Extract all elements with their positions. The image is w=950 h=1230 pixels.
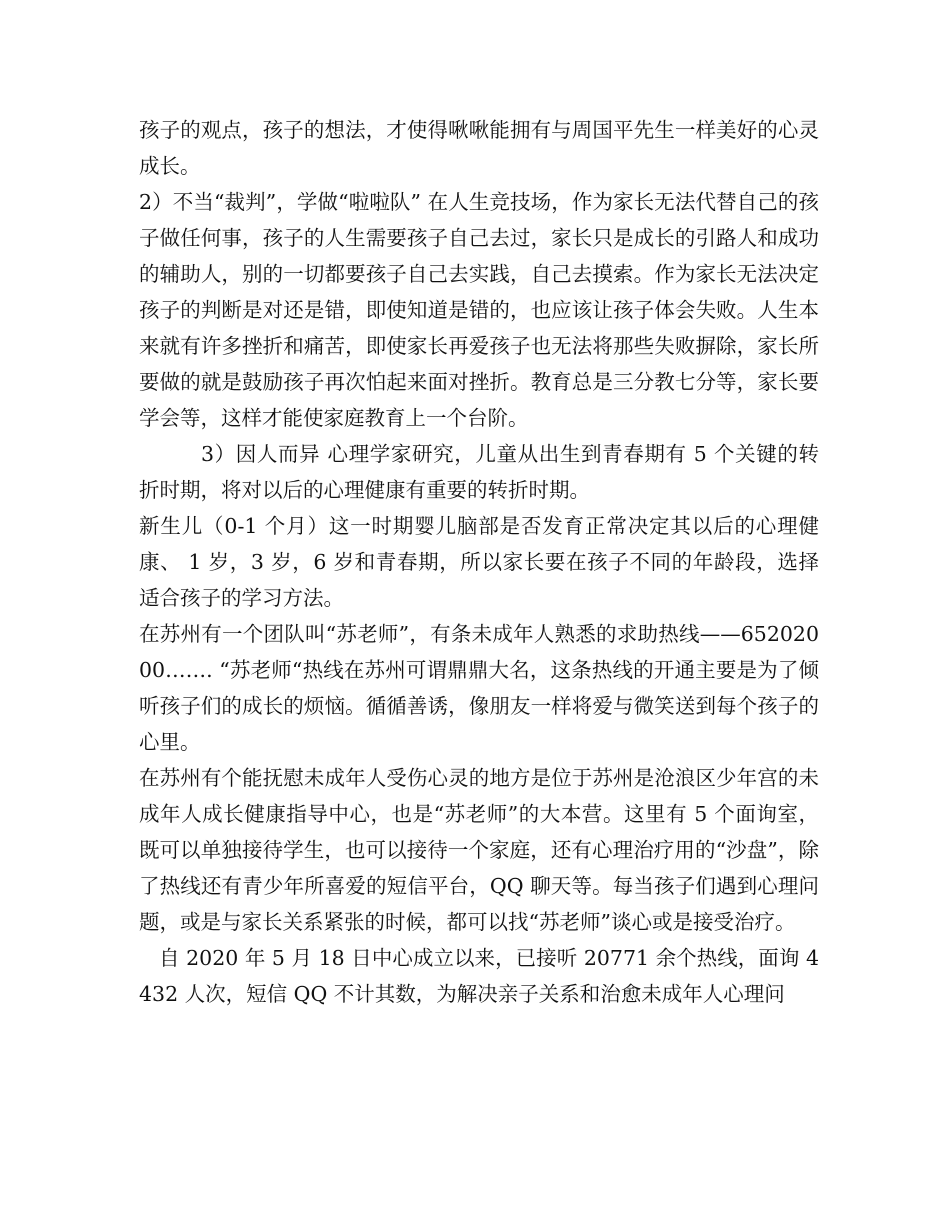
paragraph-6: 在苏州有个能抚慰未成年人受伤心灵的地方是位于苏州是沧浪区少年宫的未成年人成长健康指导中心，也是“苏老师”的大本营。这里有 5 个面询室，既可以单独接待学生，也可以接待一个家庭，还有心理治疗用的“沙盘”，除了热线还有青少年所喜爱的短信平台，QQ 聊天等。每当孩子们遇到心理问题，或是与家长关系紧张的时候，都可以找“苏老师”谈心或是接受治疗。	[139, 766, 819, 934]
paragraph-3: 3）因人而异 心理学家研究，儿童从出生到青春期有 5 个关键的转折时期，将对以后的心理健康有重要的转折时期。	[139, 442, 819, 502]
paragraph-5: 在苏州有一个团队叫“苏老师”，有条未成年人熟悉的求助热线——65202000……. “苏老师“热线在苏州可谓鼎鼎大名，这条热线的开通主要是为了倾听孩子们的成长的烦恼。循循善诱，像朋友一样将爱与微笑送到每个孩子的心里。	[139, 622, 819, 754]
paragraph-1: 孩子的观点，孩子的想法，才使得啾啾能拥有与周国平先生一样美好的心灵成长。	[139, 118, 819, 178]
paragraph-4: 新生儿（0-1 个月）这一时期婴儿脑部是否发育正常决定其以后的心理健康、 1 岁，3 岁，6 岁和青春期，所以家长要在孩子不同的年龄段，选择适合孩子的学习方法。	[139, 514, 819, 610]
paragraph-7: 自 2020 年 5 月 18 日中心成立以来，已接听 20771 余个热线，面询 4432 人次，短信 QQ 不计其数，为解决亲子关系和治愈未成年人心理问	[139, 946, 819, 1006]
document-body	[139, 112, 819, 1012]
paragraph-2: 2）不当“裁判”，学做“啦啦队” 在人生竞技场，作为家长无法代替自己的孩子做任何事，孩子的人生需要孩子自己去过，家长只是成长的引路人和成功的辅助人，别的一切都要孩子自己去实践，自己去摸索。作为家长无法决定孩子的判断是对还是错，即使知道是错的，也应该让孩子体会失败。人生本来就有许多挫折和痛苦，即使家长再爱孩子也无法将那些失败摒除，家长所要做的就是鼓励孩子再次怕起来面对挫折。教育总是三分教七分等，家长要学会等，这样才能使家庭教育上一个台阶。	[139, 190, 819, 430]
